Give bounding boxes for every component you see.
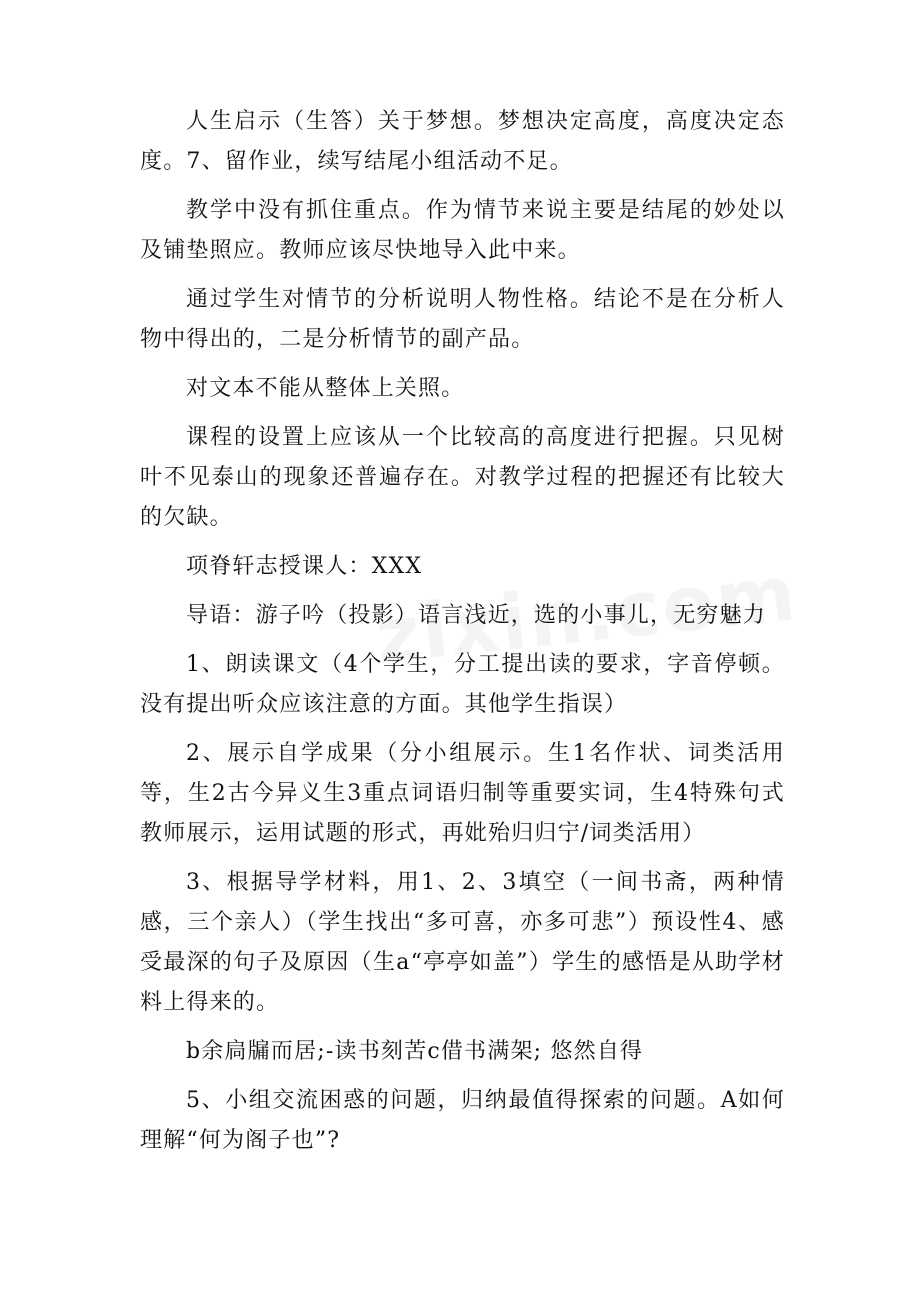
- paragraph-quotes: b余扃牖而居;-读书刻苦c借书满架; 悠然自得: [186, 1039, 644, 1064]
- paragraph-key-point: 教学中没有抓住重点。作为情节来说主要是结尾的妙处以及铺垫照应。教师应该尽快地导入此中来。: [140, 198, 785, 263]
- document-body: [140, 102, 785, 1161]
- paragraph-lesson-title: 项脊轩志授课人：XXX: [186, 554, 423, 579]
- paragraph-life-lesson: 人生启示（生答）关于梦想。梦想决定高度，高度决定态度。7、留作业，续写结尾小组活动不足。: [140, 109, 785, 174]
- paragraph-introduction: 导语：游子吟（投影）语言浅近，选的小事儿，无穷魅力: [186, 603, 767, 628]
- paragraph-character-analysis: 通过学生对情节的分析说明人物性格。结论不是在分析人物中得出的，二是分析情节的副产品。: [140, 287, 785, 352]
- paragraph-step-2: 2、展示自学成果（分小组展示。生1名作状、词类活用等，生2古今异义生3重点词语归制等重要实词，生4特殊句式教师展示，运用试题的形式，再妣殆归归宁/词类活用）: [140, 741, 785, 846]
- paragraph-step-3: 3、根据导学材料，用1、2、3填空（一间书斋，两种情感，三个亲人）（学生找出“多可喜，亦多可悲”）预设性4、感受最深的句子及原因（生a“亭亭如盖”）学生的感悟是从助学材料上得来的。: [140, 870, 785, 1015]
- paragraph-course-design: 课程的设置上应该从一个比较高的高度进行把握。只见树叶不见泰山的现象还普遍存在。对教学过程的把握还有比较大的欠缺。: [140, 425, 785, 530]
- paragraph-whole-text: 对文本不能从整体上关照。: [186, 376, 465, 401]
- paragraph-step-5: 5、小组交流困惑的问题，归纳最值得探索的问题。A如何理解“何为阁子也”?: [140, 1088, 785, 1153]
- paragraph-step-1: 1、朗读课文（4个学生，分工提出读的要求，字音停顿。没有提出听众应该注意的方面。其他学生指误）: [140, 652, 785, 717]
